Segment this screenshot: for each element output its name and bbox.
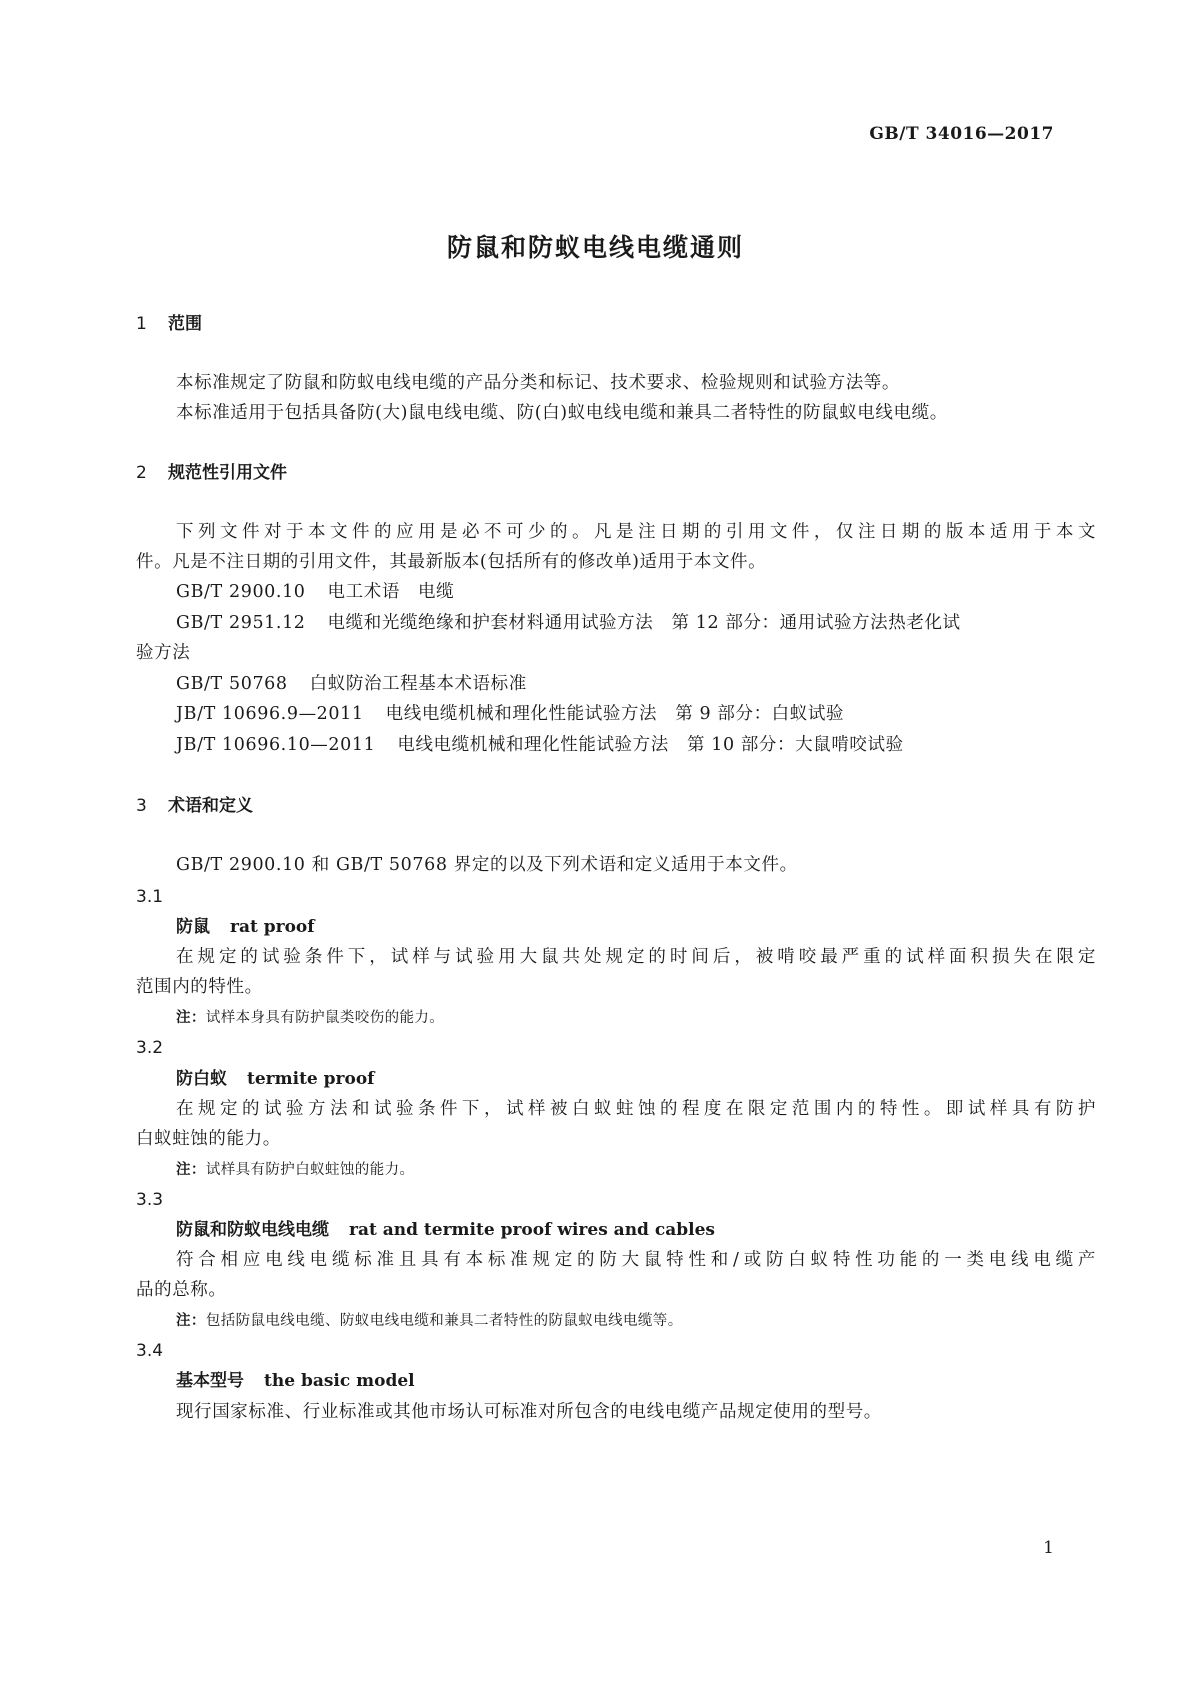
note-label: 注：: [176, 1010, 206, 1026]
term-number: 3.2: [136, 1038, 164, 1058]
note-label: 注：: [176, 1162, 206, 1178]
section-2-heading: [136, 461, 287, 485]
document-title: 防鼠和防蚁电线电缆通则: [446, 233, 744, 262]
reference-code: JB/T 10696.9—2011: [176, 704, 364, 724]
term-note: [136, 1309, 683, 1333]
term-number: 3.1: [136, 887, 164, 907]
term-heading: [136, 1218, 715, 1242]
reference-title: 电线电缆机械和理化性能试验方法 第 9 部分：白蚁试验: [385, 704, 845, 724]
term-definition-line-2: 范围内的特性。: [136, 977, 263, 997]
term-chinese: 防鼠: [176, 917, 210, 937]
reference-title: 电线电缆机械和理化性能试验方法 第 10 部分：大鼠啃咬试验: [397, 735, 904, 755]
term-number: 3.4: [136, 1341, 164, 1361]
note-text: 试样具有防护白蚁蛀蚀的能力。: [205, 1162, 415, 1178]
term-definition-line-1: 在规定的试验方法和试验条件下，试样被白蚁蛀蚀的程度在限定范围内的特性。即试样具有防护: [176, 1099, 1096, 1119]
reference-title: 白蚁防治工程基本术语标准: [309, 674, 527, 694]
term-chinese: 防白蚁: [176, 1069, 227, 1089]
reference-code: GB/T 2900.10: [176, 582, 306, 602]
term-note: [136, 1006, 444, 1030]
page-number: 1: [1043, 1538, 1054, 1558]
term-chinese: 防鼠和防蚁电线电缆: [176, 1220, 329, 1240]
term-definition-line-1: 现行国家标准、行业标准或其他市场认可标准对所包含的电线电缆产品规定使用的型号。: [176, 1402, 882, 1422]
standard-code: GB/T 34016—2017: [869, 124, 1054, 144]
term-chinese: 基本型号: [176, 1371, 244, 1391]
reference-item: [136, 611, 961, 635]
term-definition-line-1: 符合相应电线电缆标准且具有本标准规定的防大鼠特性和/或防白蚁特性功能的一类电线电缆产: [176, 1250, 1096, 1270]
term-heading: [136, 915, 315, 939]
reference-code: JB/T 10696.10—2011: [176, 735, 376, 755]
section-2-intro-line-2: 件。凡是不注日期的引用文件，其最新版本(包括所有的修改单)适用于本文件。: [136, 552, 767, 572]
reference-item: [136, 580, 454, 604]
term-english: rat and termite proof wires and cables: [349, 1220, 715, 1240]
term-english: the basic model: [264, 1371, 415, 1391]
section-title: 范围: [168, 314, 202, 334]
section-number: 3: [136, 796, 147, 816]
term-definition-line-2: 品的总称。: [136, 1280, 227, 1300]
term-heading: [136, 1067, 375, 1091]
section-3-heading: [136, 794, 253, 818]
reference-code: GB/T 2951.12: [176, 613, 306, 633]
note-label: 注：: [176, 1313, 206, 1329]
reference-code: GB/T 50768: [176, 674, 288, 694]
term-note: [136, 1158, 414, 1182]
term-english: rat proof: [230, 917, 315, 937]
section-title: 规范性引用文件: [168, 463, 287, 483]
reference-item: [136, 702, 844, 726]
section-number: 2: [136, 463, 147, 483]
section-1-paragraph-2: 本标准适用于包括具备防(大)鼠电线电缆、防(白)蚁电线电缆和兼具二者特性的防鼠蚁电线电缆。: [176, 403, 948, 423]
section-1-paragraph-1: 本标准规定了防鼠和防蚁电线电缆的产品分类和标记、技术要求、检验规则和试验方法等。: [176, 373, 900, 393]
section-number: 1: [136, 314, 147, 334]
reference-item: [136, 672, 527, 696]
term-definition-line-2: 白蚁蛀蚀的能力。: [136, 1129, 281, 1149]
section-1-heading: [136, 312, 202, 336]
term-definition-line-1: 在规定的试验条件下，试样与试验用大鼠共处规定的时间后，被啃咬最严重的试样面积损失在限定: [176, 947, 1096, 967]
section-2-intro-line-1: 下列文件对于本文件的应用是必不可少的。凡是注日期的引用文件，仅注日期的版本适用于本文: [176, 522, 1096, 542]
term-heading: [136, 1369, 415, 1393]
term-english: termite proof: [247, 1069, 375, 1089]
section-3-intro: GB/T 2900.10 和 GB/T 50768 界定的以及下列术语和定义适用于本文件。: [176, 855, 798, 875]
reference-title-continuation: 验方法: [136, 643, 191, 663]
term-number: 3.3: [136, 1190, 164, 1210]
note-text: 包括防鼠电线电缆、防蚁电线电缆和兼具二者特性的防鼠蚁电线电缆等。: [205, 1313, 683, 1329]
note-text: 试样本身具有防护鼠类咬伤的能力。: [205, 1010, 445, 1026]
section-title: 术语和定义: [168, 796, 253, 816]
reference-item: [136, 733, 904, 757]
reference-title: 电工术语 电缆: [327, 582, 455, 602]
reference-title: 电缆和光缆绝缘和护套材料通用试验方法 第 12 部分：通用试验方法热老化试: [327, 613, 961, 633]
